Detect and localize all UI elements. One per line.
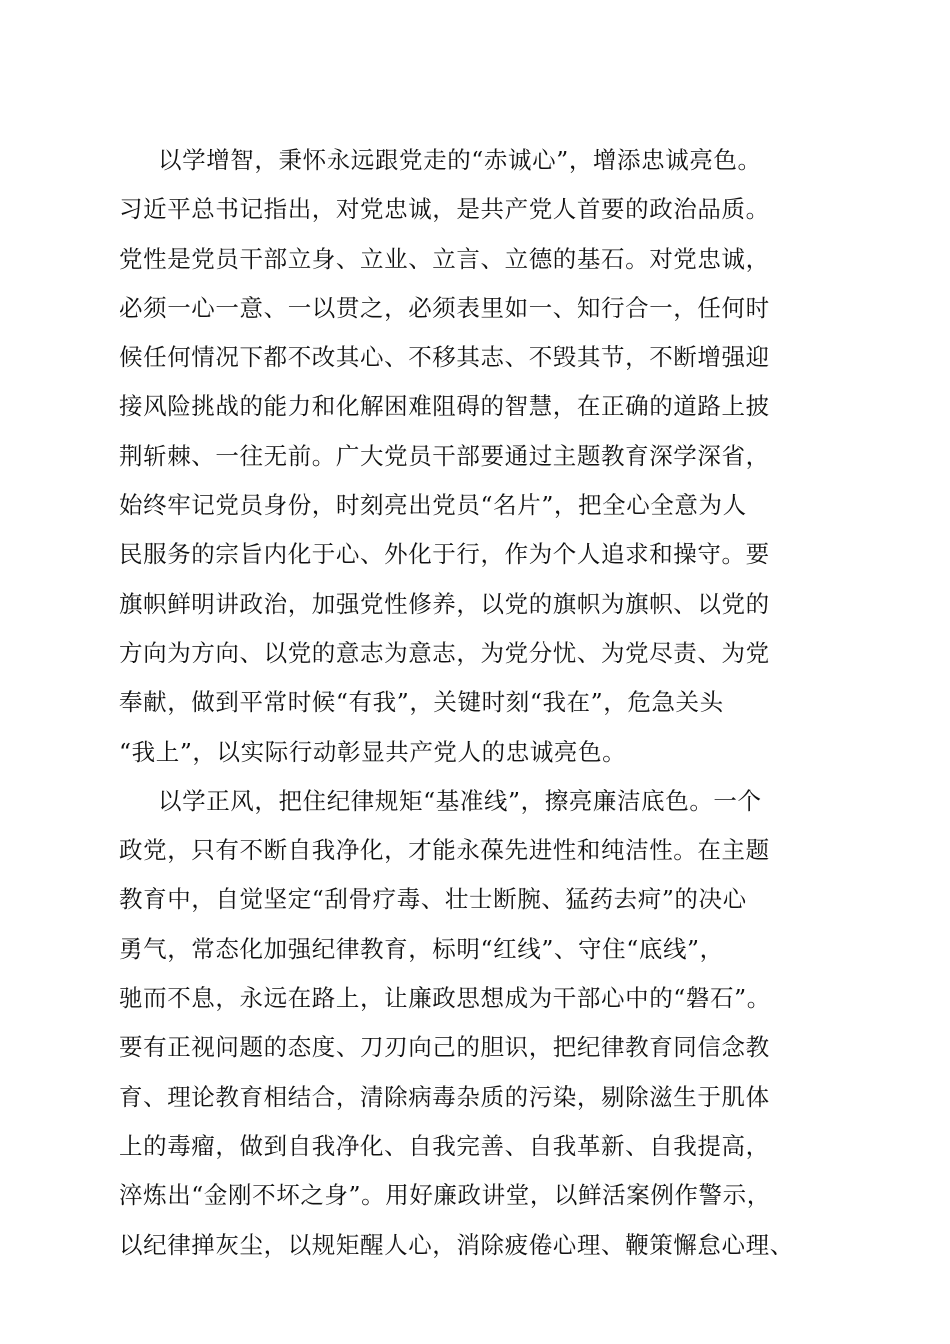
paragraph-2-line: 育、理论教育相结合，清除病毒杂质的污染，剔除滋生于肌体	[119, 1082, 770, 1111]
paragraph-1-line: 习近平总书记指出，对党忠诚，是共产党人首要的政治品质。	[119, 195, 770, 224]
paragraph-1-line: 旗帜鲜明讲政治，加强党性修养，以党的旗帜为旗帜、以党的	[119, 589, 770, 618]
paragraph-1-line: 候任何情况下都不改其心、不移其志、不毁其节，不断增强迎	[119, 343, 770, 372]
body-text	[0, 136, 950, 1270]
paragraph-1-line: 必须一心一意、一以贯之，必须表里如一、知行合一，任何时	[119, 293, 770, 322]
paragraph-1-line: 方向为方向、以党的意志为意志，为党分忧、为党尽责、为党	[119, 638, 770, 667]
paragraph-2-line: 以纪律掸灰尘，以规矩醒人心，消除疲倦心理、鞭策懈怠心理、	[119, 1230, 794, 1259]
paragraph-1-line: 始终牢记党员身份，时刻亮出党员“名片”，把全心全意为人	[119, 491, 747, 520]
paragraph-2-line: 淬炼出“金刚不坏之身”。用好廉政讲堂，以鲜活案例作警示，	[119, 1181, 771, 1210]
paragraph-1-line: 荆斩棘、一往无前。广大党员干部要通过主题教育深学深省，	[119, 441, 770, 470]
paragraph-2-line: 驰而不息，永远在路上，让廉政思想成为干部心中的“磐石”。	[119, 984, 771, 1013]
paragraph-1-line: 接风险挑战的能力和化解困难阻碍的智慧，在正确的道路上披	[119, 392, 770, 421]
paragraph-1-line: “我上”，以实际行动彰显共产党人的忠诚亮色。	[119, 737, 627, 766]
paragraph-2-line: 上的毒瘤，做到自我净化、自我完善、自我革新、自我提高，	[119, 1131, 770, 1160]
paragraph-1-line: 奉献，做到平常时候“有我”，关键时刻“我在”，危急关头	[119, 688, 724, 717]
paragraph-1-line: 以学增智，秉怀永远跟党走的“赤诚心”，增添忠诚亮色。	[158, 146, 762, 174]
paragraph-2-line: 教育中，自觉坚定“刮骨疗毒、壮士断腕、猛药去疴”的决心	[119, 885, 747, 914]
paragraph-2-line: 勇气，常态化加强纪律教育，标明“红线”、守住“底线”，	[119, 934, 724, 963]
paragraph-2-line: 要有正视问题的态度、刀刃向己的胆识，把纪律教育同信念教	[119, 1033, 770, 1062]
paragraph-2-line: 政党，只有不断自我净化，才能永葆先进性和纯洁性。在主题	[119, 836, 770, 865]
paragraph-2-line: 以学正风，把住纪律规矩“基准线”，擦亮廉洁底色。一个	[158, 786, 762, 815]
paragraph-1-line: 民服务的宗旨内化于心、外化于行，作为个人追求和操守。要	[119, 540, 770, 569]
paragraph-1-line: 党性是党员干部立身、立业、立言、立德的基石。对党忠诚，	[119, 244, 770, 273]
